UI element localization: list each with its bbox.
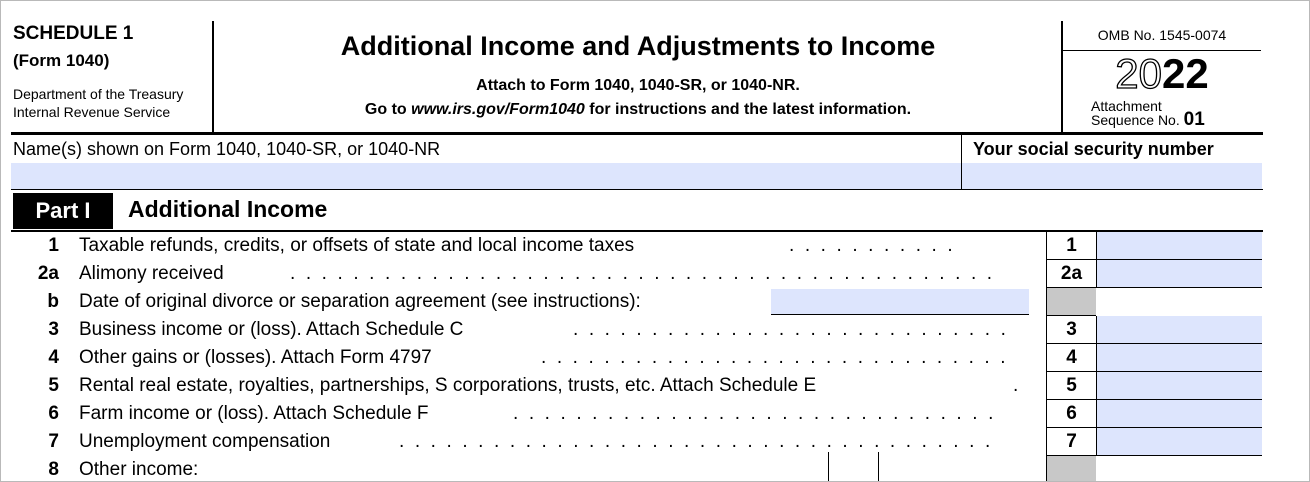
line-text: Other gains or (losses). Attach Form 4797	[79, 347, 432, 368]
amount-input-line-1[interactable]	[1096, 232, 1262, 260]
amount-input-line-6[interactable]	[1096, 400, 1262, 428]
line-text: Taxable refunds, credits, or offsets of state and local income taxes	[79, 235, 635, 256]
line-8-divider-a	[828, 452, 829, 482]
line-number: 8	[48, 459, 59, 480]
divorce-date-input[interactable]	[771, 289, 1029, 315]
leader-dots: . . . . . . . . . . .	[789, 235, 953, 256]
line-number: b	[47, 291, 59, 312]
sequence-label: Sequence No.	[1091, 112, 1184, 128]
line-box-number: 2a	[1046, 260, 1096, 288]
name-input[interactable]	[11, 163, 961, 189]
ssn-input[interactable]	[962, 163, 1262, 189]
part-label: Part I	[13, 193, 113, 229]
line-box-number: 1	[1046, 232, 1096, 260]
line-number: 2a	[37, 263, 59, 284]
name-label: Name(s) shown on Form 1040, 1040-SR, or 1040-NR	[13, 139, 441, 159]
line-text: Date of original divorce or separation agreement (see instructions):	[79, 291, 641, 312]
header-rule	[11, 132, 1263, 135]
header-divider-left	[212, 21, 214, 132]
line-2a	[1, 260, 1310, 288]
line-6	[1, 400, 1310, 428]
line-7	[1, 428, 1310, 456]
line-text: Unemployment compensation	[79, 431, 331, 452]
tax-year-outline: 20	[1115, 50, 1162, 97]
attachment-label: Attachment	[1091, 98, 1162, 114]
line-box-number: 3	[1046, 316, 1096, 344]
shaded-box	[1046, 456, 1096, 482]
amount-input-line-2a[interactable]	[1096, 260, 1262, 288]
irs-name: Internal Revenue Service	[13, 104, 171, 120]
line-3	[1, 316, 1310, 344]
omb-number: OMB No. 1545-0074	[1097, 27, 1227, 43]
shaded-box	[1046, 288, 1096, 316]
line-text: Alimony received	[79, 263, 224, 284]
line-box-number: 6	[1046, 400, 1096, 428]
line-number: 1	[48, 235, 59, 256]
line-4	[1, 344, 1310, 372]
goto-suffix: for instructions and the latest information.	[584, 101, 912, 118]
department-name: Department of the Treasury	[13, 86, 184, 102]
department-block	[13, 85, 213, 121]
schedule-id-block	[13, 23, 213, 121]
ssn-label: Your social security number	[973, 139, 1214, 159]
line-text: Farm income or (loss). Attach Schedule F	[79, 403, 429, 424]
goto-instruction	[215, 101, 1061, 119]
line-8-divider-b	[878, 452, 879, 482]
amount-input-line-7[interactable]	[1096, 428, 1262, 456]
line-box-number: 5	[1046, 372, 1096, 400]
line-number: 5	[48, 375, 59, 396]
goto-prefix: Go to	[364, 101, 412, 118]
amount-input-line-3[interactable]	[1096, 316, 1262, 344]
tax-year-bold: 22	[1162, 50, 1209, 97]
line-number: 3	[48, 319, 59, 340]
line-number: 6	[48, 403, 59, 424]
amount-input-line-4[interactable]	[1096, 344, 1262, 372]
irs-link[interactable]: www.irs.gov/Form1040	[411, 101, 585, 118]
schedule-title: SCHEDULE 1	[13, 23, 134, 44]
leader-dots: .	[1013, 375, 1019, 396]
sequence-number: 01	[1183, 109, 1205, 130]
name-row-rule	[11, 189, 1263, 190]
form-title: Additional Income and Adjustments to Income	[340, 31, 936, 61]
leader-dots: . . . . . . . . . . . . . . . . . . . . . . . . . . . . . . . . . . . . . .	[399, 431, 991, 452]
form-number: (Form 1040)	[13, 51, 110, 70]
line-number: 7	[48, 431, 59, 452]
line-2b	[1, 288, 1310, 316]
part-title: Additional Income	[128, 196, 328, 222]
line-box-number: 7	[1046, 428, 1096, 456]
leader-dots: . . . . . . . . . . . . . . . . . . . . . . . . . . . .	[573, 319, 1006, 340]
leader-dots: . . . . . . . . . . . . . . . . . . . . . . . . . . . . . .	[541, 347, 1006, 368]
tax-year	[1063, 52, 1261, 96]
attachment-sequence	[1091, 98, 1205, 130]
leader-dots: . . . . . . . . . . . . . . . . . . . . . . . . . . . . . . . . . . . . . . . . . . . . .	[290, 263, 993, 284]
line-number: 4	[48, 347, 59, 368]
line-text: Rental real estate, royalties, partnerships, S corporations, trusts, etc. Attach Schedule E	[79, 375, 817, 396]
line-8	[1, 456, 1310, 482]
line-text: Other income:	[79, 459, 199, 480]
line-5	[1, 372, 1310, 400]
line-text: Business income or (loss). Attach Schedule C	[79, 319, 464, 340]
line-1	[1, 232, 1310, 260]
line-box-number: 4	[1046, 344, 1096, 372]
leader-dots: . . . . . . . . . . . . . . . . . . . . . . . . . . . . . . .	[513, 403, 994, 424]
attach-instruction: Attach to Form 1040, 1040-SR, or 1040-NR.	[476, 77, 800, 94]
amount-input-line-5[interactable]	[1096, 372, 1262, 400]
